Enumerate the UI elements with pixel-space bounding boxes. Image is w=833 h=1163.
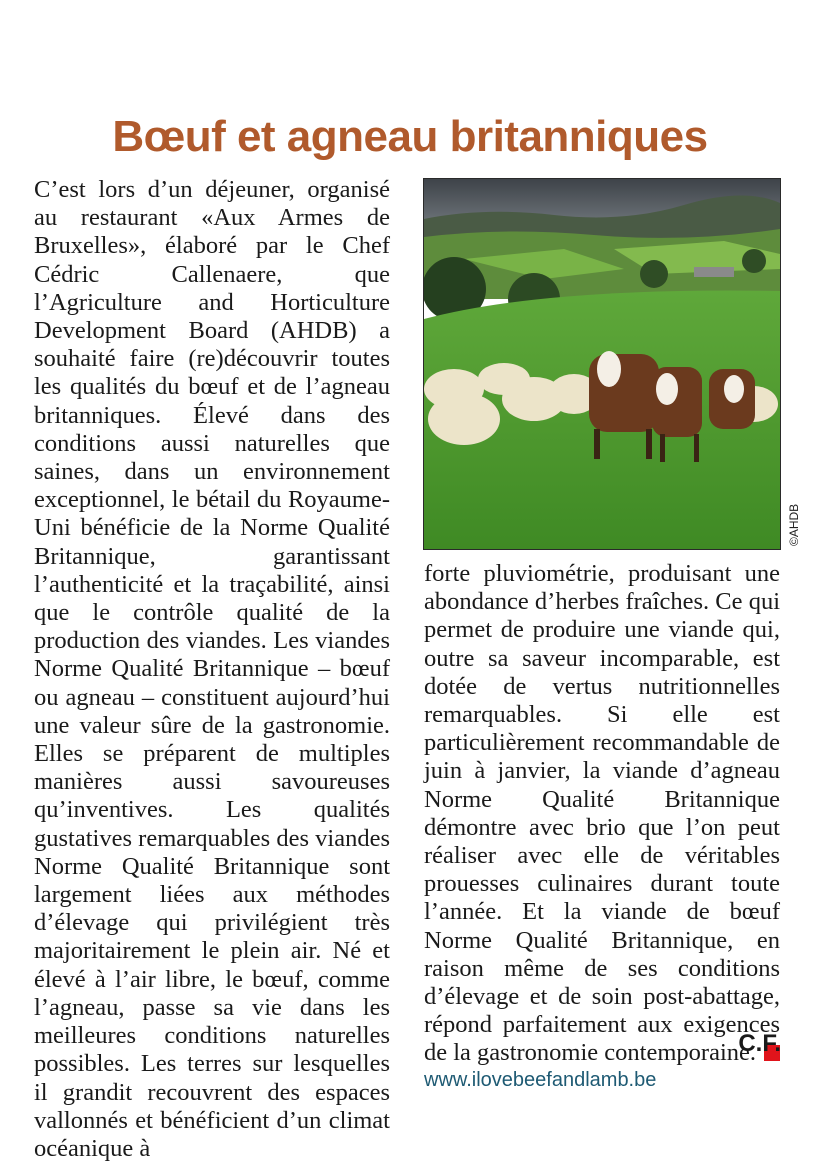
article-column-left: [34, 176, 390, 1163]
article-title: Bœuf et agneau britanniques: [112, 112, 708, 161]
photo-credit: ©AHDB: [787, 503, 801, 546]
article-text-right: forte pluviométrie, produisant une abondance d’herbes fraîches. Ce qui permet de produire une viande qui, outre sa saveur incomparable, est dotée de vertus nutritionnelles remarquables. Si elle est particulièrement recommandable de juin à janvier, la viande d’agneau Norme Qualité Britannique démontre avec brio que l’on peut réaliser avec elle de véritables prouesses culinaires durant toute l’année. Et la viande de bœuf Norme Qualité Britannique, en raison même de ses conditions d’élevage et de soin post-abattage, répond parfaitement aux exigences de la gastronomie contemporaine.: [424, 560, 780, 1067]
website-link[interactable]: www.ilovebeefandlamb.be: [424, 1069, 657, 1091]
author-signature: C.F.: [738, 1030, 781, 1057]
article-column-right: [424, 560, 780, 1068]
article-text-left: C’est lors d’un déjeuner, organisé au restaurant «Aux Armes de Bruxelles», élaboré par le Chef Cédric Callenaere, que l’Agriculture and Horticulture Development Board (AHDB) a souhaité faire (re)découvrir toutes les qualités du bœuf et de l’agneau britanniques. Élevé dans des conditions aussi naturelles que saines, dans un environnement exceptionnel, le bétail du Royaume-Uni bénéficie de la Norme Qualité Britannique, garantissant l’authenticité et la traçabilité, ainsi que le contrôle qualité de la production des viandes. Les viandes Norme Qualité Britannique – bœuf ou agneau – constituent aujourd’hui une valeur sûre de la gastronomie. Elles se préparent de multiples manières aussi savoureuses qu’inventives. Les qualités gustatives remarquables des viandes Norme Qualité Britannique sont largement liées aux méthodes d’élevage qui privilégient très majoritairement le plein air. Né et élevé à l’air libre, le bœuf, comme l’agneau, passe sa vie dans les meilleures conditions naturelles possibles. Les terres sur lesquelles il grandit recouvrent des espaces vallonnés et bénéficient d’un climat océanique à: [34, 176, 390, 1162]
article-photo: [423, 178, 781, 550]
